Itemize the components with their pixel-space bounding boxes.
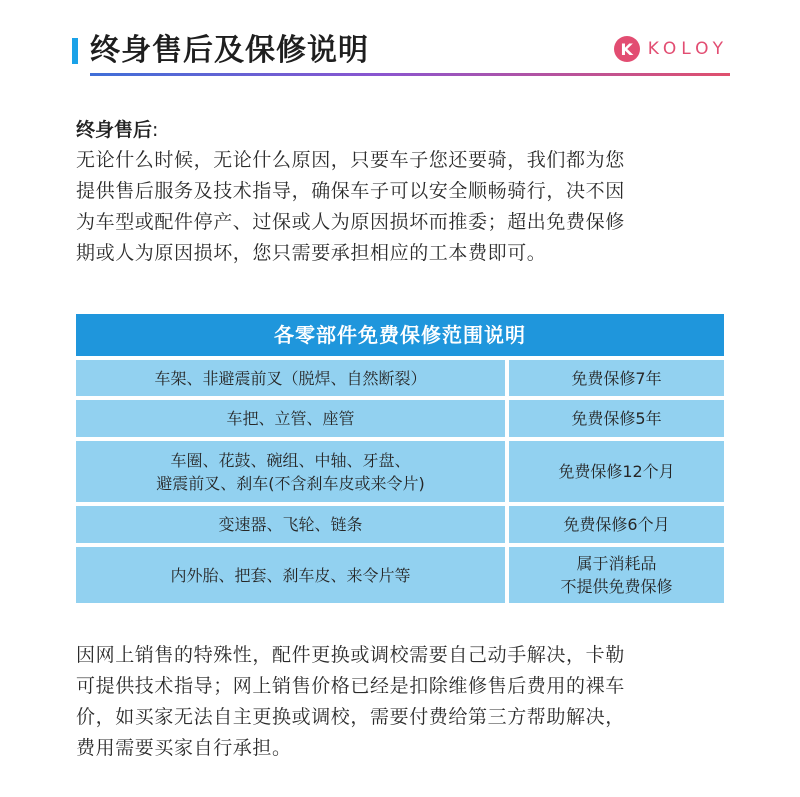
title-underline	[90, 73, 730, 76]
table-row	[76, 400, 724, 437]
description-line: 提供售后服务及技术指导，确保车子可以安全顺畅骑行，决不因	[76, 180, 625, 202]
table-cell-parts	[76, 360, 505, 396]
parts-line: 内外胎、把套、刹车皮、来令片等	[170, 565, 411, 585]
lifetime-service-heading	[76, 117, 158, 143]
description-line: 期或人为原因损坏，您只需要承担相应的工本费即可。	[76, 242, 547, 264]
table-cell-term	[509, 400, 724, 437]
parts-line: 车架、非避震前叉（脱焊、自然断裂）	[154, 368, 427, 388]
lifetime-service-description	[76, 145, 746, 269]
table-row	[76, 506, 724, 543]
table-cell-parts	[76, 506, 505, 543]
table-row	[76, 360, 724, 396]
term-line: 不提供免费保修	[560, 577, 673, 596]
notice-line: 费用需要买家自行承担。	[76, 737, 292, 759]
term-line: 免费保修12个月	[558, 462, 675, 481]
table-cell-term	[509, 547, 724, 603]
term-line: 免费保修5年	[571, 409, 662, 428]
brand-logo-text: KOLOY	[647, 39, 728, 59]
description-line: 为车型或配件停产、过保或人为原因损坏而推委；超出免费保修	[76, 211, 625, 233]
brand-logo-icon: K	[614, 36, 640, 62]
warranty-table-title: 各零部件免费保修范围说明	[76, 314, 724, 356]
table-cell-parts	[76, 400, 505, 437]
description-line: 无论什么时候，无论什么原因，只要车子您还要骑，我们都为您	[76, 149, 625, 171]
brand-logo	[614, 34, 728, 64]
table-cell-term	[509, 441, 724, 502]
term-line: 免费保修6个月	[563, 515, 670, 534]
lifetime-service-heading-label: 终身售后	[76, 119, 153, 141]
parts-line: 车圈、花鼓、碗组、中轴、牙盘、	[170, 450, 411, 470]
table-row	[76, 547, 724, 603]
term-line: 免费保修7年	[571, 368, 662, 388]
notice-line: 价，如买家无法自主更换或调校，需要付费给第三方帮助解决，	[76, 706, 625, 728]
table-cell-term	[509, 506, 724, 543]
table-row	[76, 441, 724, 502]
table-cell-term	[509, 360, 724, 396]
parts-line: 避震前叉、刹车(不含刹车皮或来令片)	[156, 473, 425, 493]
table-cell-parts	[76, 547, 505, 603]
warranty-table	[76, 314, 724, 603]
page-title: 终身售后及保修说明	[90, 33, 369, 68]
parts-line: 车把、立管、座管	[226, 409, 355, 428]
page-header	[72, 28, 732, 78]
lifetime-service-heading-colon: :	[152, 119, 159, 141]
title-accent-bar	[72, 38, 78, 64]
notice-line: 因网上销售的特殊性，配件更换或调校需要自己动手解决，卡勒	[76, 644, 625, 666]
notice-line: 可提供技术指导；网上销售价格已经是扣除维修售后费用的裸车	[76, 675, 625, 697]
table-cell-parts	[76, 441, 505, 502]
online-sales-notice	[76, 640, 746, 764]
term-line: 属于消耗品	[576, 554, 657, 573]
parts-line: 变速器、飞轮、链条	[218, 515, 363, 534]
